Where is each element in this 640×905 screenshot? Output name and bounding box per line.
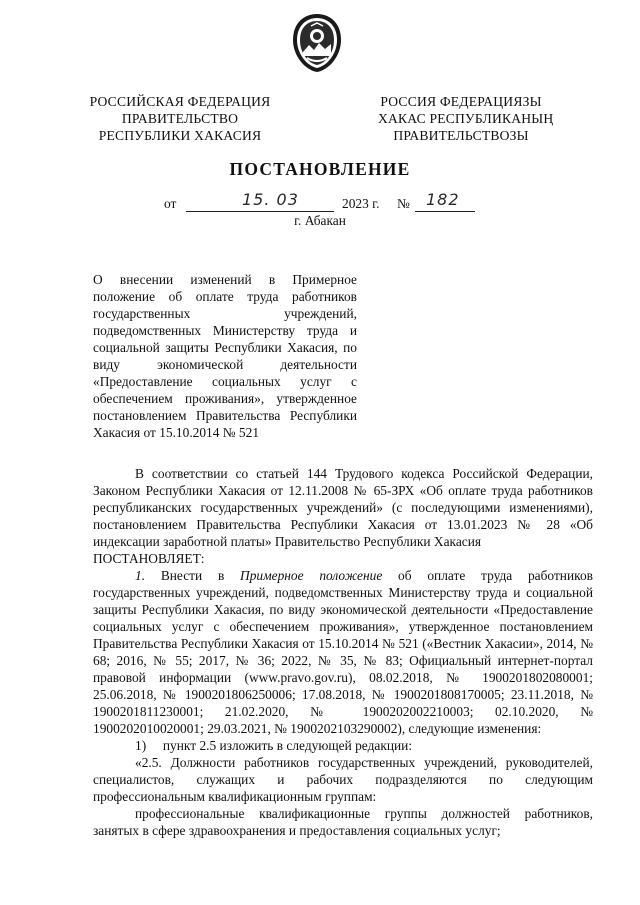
subitem-1: 1) пункт 2.5 изложить в следующей редакции:: [135, 738, 413, 753]
item-1-number: 1.: [135, 568, 146, 583]
date-underline: [186, 211, 334, 212]
handwritten-date: 15. 03: [242, 190, 299, 209]
postanovlyaet: ПОСТАНОВЛЯЕТ:: [93, 551, 205, 566]
document-subject: О внесении изменений в Примерное положение об оплате труда работников государственных учреждений, подведомственных Министерству труда и социальной защиты Республики Хакасия, по виду экономической деятельности «Предоставление социальных услуг с обеспечением проживания», утвержденное постановлением Правительства Республики Хакасия от 15.10.2014 № 521: [93, 272, 357, 440]
item-1-text-a: Внести в: [160, 568, 241, 583]
header-right-line: ПРАВИТЕЛЬСТВОЗЫ: [393, 128, 529, 143]
number-underline: [415, 211, 475, 212]
header-right-line: ХАКАС РЕСПУБЛИКАНЫҢ: [378, 111, 554, 126]
document-body: [93, 465, 593, 839]
date-year: 2023 г.: [342, 196, 380, 211]
header-left-line: РЕСПУБЛИКИ ХАКАСИЯ: [98, 128, 262, 143]
preamble-paragraph: В соответствии со статьей 144 Трудового кодекса Российской Федерации, Законом Республики Хакасия от 12.11.2008 № 65-ЗРХ «Об оплате труда работников республиканских государственных учреждений» (с последующими изменениями), постановлением Правительства Республики Хакасия от 13.01.2023 № 28 «Об индексации заработной платы» Правительство Республики Хакасия: [93, 466, 593, 549]
header-left-line: РОССИЙСКАЯ ФЕДЕРАЦИЯ: [89, 94, 271, 109]
number-sign: №: [397, 196, 410, 211]
pkg-paragraph: профессиональные квалификационные группы должностей работников, занятых в сфере здравоохранения и предоставления социальных услуг;: [93, 806, 593, 838]
emblem-icon: [289, 12, 345, 74]
header-left: [88, 93, 272, 144]
header-right: [378, 93, 554, 144]
item-1-text-b: об оплате труда работников государственных учреждений, подведомственных Министерству труда и социальной защиты Республики Хакасия, по виду экономической деятельности «Предоставление социальных услуг с обеспечением проживания», утвержденное постановлением Правительства Республики Хакасия от 15.10.2014 № 521 («Вестник Хакасии», 2014, № 68; 2016, № 55; 2017, № 36; 2022, № 35, № 83; Официальный интернет-портал правовой информации (www.pravo.gov.ru), 08.02.2018, № 1900201802080001; 25.06.2018, № 1900201806250006; 17.08.2018, № 1900201808170005; 23.11.2018, № 1900201811230001; 21.02.2020, № 1900202002210003; 02.10.2020, № 1900202010020001; 29.03.2021, № 1900202103290002), следующие изменения:: [93, 568, 593, 736]
item-1-italic: Примерное положение: [240, 568, 383, 583]
date-prefix: от: [164, 196, 177, 211]
city: г. Абакан: [294, 213, 346, 228]
quote-paragraph: «2.5. Должности работников государственных учреждений, руководителей, специалистов, служащих и рабочих подразделяются по следующим профессиональным квалификационным группам:: [93, 755, 593, 804]
handwritten-number: 182: [426, 190, 460, 209]
header-left-line: ПРАВИТЕЛЬСТВО: [121, 111, 239, 126]
document-title: ПОСТАНОВЛЕНИЕ: [229, 159, 411, 179]
item-1-paragraph: [93, 567, 593, 737]
header-right-line: РОССИЯ ФЕДЕРАЦИЯЗЫ: [380, 94, 542, 109]
